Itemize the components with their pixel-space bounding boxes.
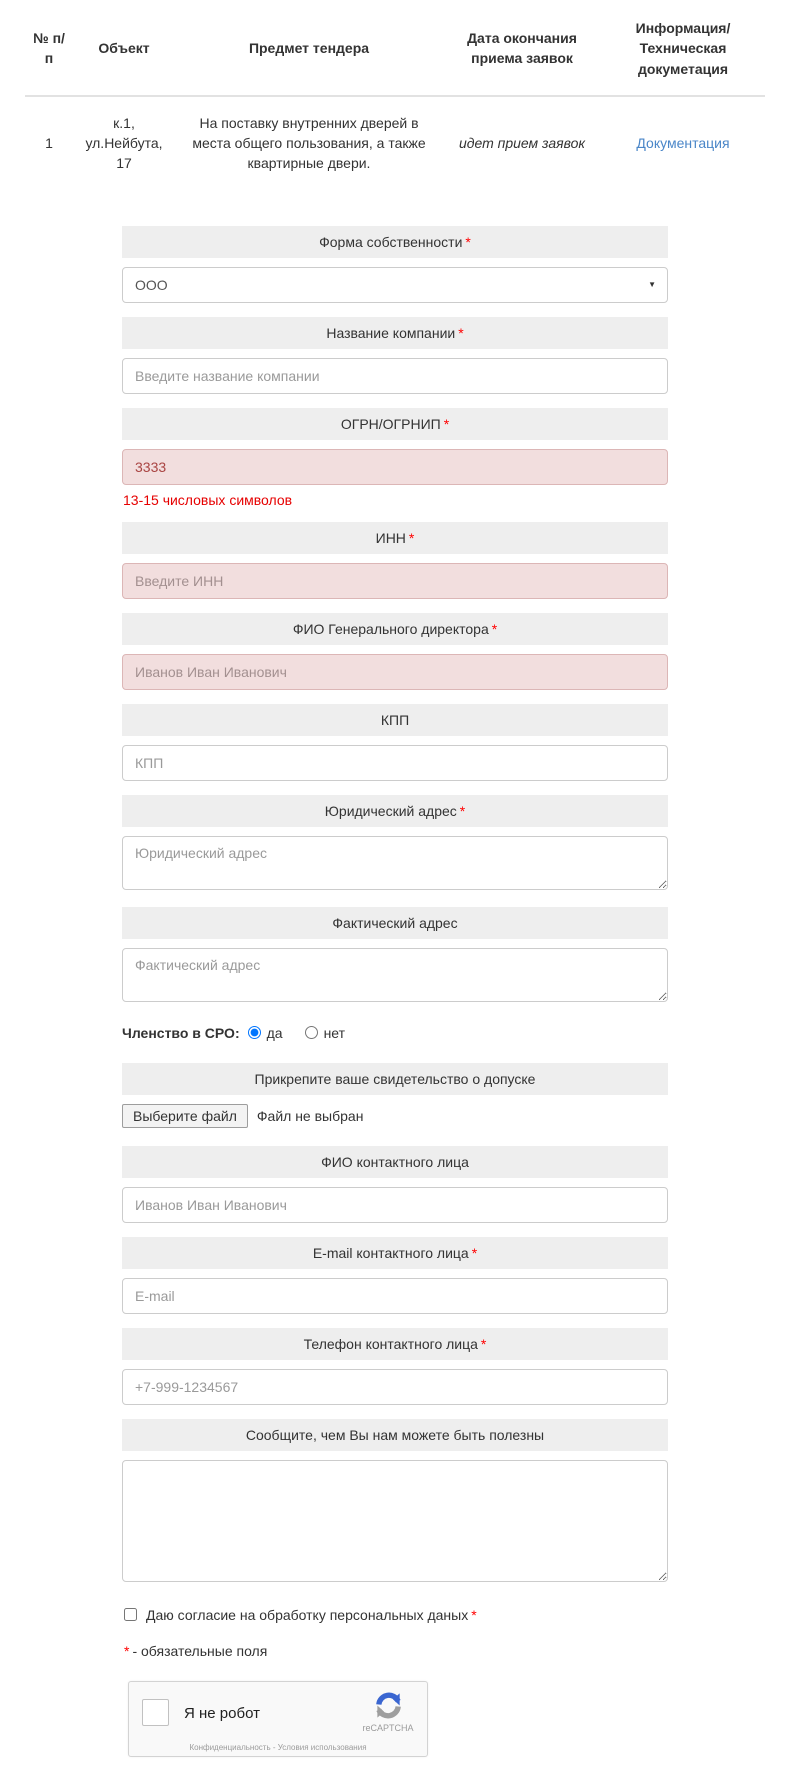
required-asterisk: * (465, 233, 471, 250)
header-number: № п/п (25, 8, 73, 96)
kpp-input[interactable] (122, 745, 668, 781)
consent-group[interactable] (124, 1607, 668, 1623)
choose-file-button[interactable]: Выберите файл (122, 1104, 248, 1128)
contact-email-input[interactable] (122, 1278, 668, 1314)
actual-address-textarea[interactable] (122, 948, 668, 1002)
contact-phone-group (122, 1328, 668, 1405)
required-asterisk: * (480, 1335, 487, 1352)
required-asterisk: * (124, 1642, 130, 1659)
kpp-group (122, 704, 668, 781)
inn-label-bar (122, 522, 668, 554)
required-asterisk: * (458, 324, 464, 341)
legal-address-label: Юридический адрес (324, 802, 457, 819)
recaptcha-brand-text: reCAPTCHA (362, 1722, 414, 1733)
contact-name-group (122, 1146, 668, 1223)
required-asterisk: * (443, 415, 450, 432)
recaptcha-links (129, 1743, 427, 1752)
required-fields-note (124, 1643, 668, 1659)
ownership-select[interactable] (122, 267, 668, 303)
kpp-label: КПП (380, 711, 410, 728)
contact-phone-label-bar (122, 1328, 668, 1360)
file-status-text: Файл не выбран (256, 1107, 364, 1124)
ogrn-group (122, 408, 668, 508)
inn-label: ИНН (375, 529, 406, 546)
legal-address-label-bar (122, 795, 668, 827)
required-asterisk: * (471, 1244, 478, 1261)
company-label: Название компании (326, 324, 456, 341)
company-input[interactable] (122, 358, 668, 394)
actual-address-label: Фактический адрес (332, 914, 458, 931)
sro-option-no-label: нет (323, 1024, 346, 1041)
required-asterisk: * (408, 529, 415, 546)
required-note-text: - обязательные поля (132, 1642, 268, 1659)
legal-address-textarea[interactable] (122, 836, 668, 890)
actual-address-label-bar (122, 907, 668, 939)
company-label-bar (122, 317, 668, 349)
contact-name-input[interactable] (122, 1187, 668, 1223)
header-subject: Предмет тендера (175, 8, 443, 96)
message-group (122, 1419, 668, 1585)
required-asterisk: * (459, 802, 466, 819)
recaptcha-terms-link[interactable]: Условия использования (277, 1742, 367, 1752)
certificate-group (122, 1063, 668, 1128)
header-object: Объект (73, 8, 175, 96)
recaptcha-label: Я не робот (184, 1704, 260, 1722)
recaptcha-widget (128, 1681, 428, 1757)
cell-subject: На поставку внутренних дверей в места общего пользования, а также квартирные двери. (192, 114, 426, 172)
contact-phone-label: Телефон контактного лица (303, 1335, 478, 1352)
contact-name-label-bar (122, 1146, 668, 1178)
legal-address-group (122, 795, 668, 893)
required-asterisk: * (491, 620, 498, 637)
sro-label: Членство в СРО: (122, 1024, 240, 1041)
kpp-label-bar (122, 704, 668, 736)
recaptcha-privacy-link[interactable]: Конфиденциальность (189, 1742, 271, 1752)
message-label: Сообщите, чем Вы нам можете быть полезны (245, 1426, 545, 1443)
ownership-select-wrap (122, 267, 668, 303)
certificate-label-bar (122, 1063, 668, 1095)
company-group (122, 317, 668, 394)
cell-object: к.1, ул.Нейбута, 17 (85, 114, 163, 172)
required-asterisk: * (471, 1606, 477, 1623)
contact-name-label: ФИО контактного лица (321, 1153, 469, 1170)
consent-checkbox[interactable] (124, 1608, 137, 1621)
tender-table-section (0, 0, 790, 188)
ownership-label: Форма собственности (319, 233, 463, 250)
cell-status (443, 96, 601, 188)
sro-option-no[interactable] (305, 1025, 345, 1041)
certificate-file-row (122, 1104, 668, 1128)
director-input[interactable] (122, 654, 668, 690)
tender-table (25, 8, 765, 188)
ogrn-label-bar (122, 408, 668, 440)
cell-number: 1 (45, 135, 53, 152)
sro-membership-group (122, 1025, 668, 1041)
tender-application-form (122, 226, 668, 1757)
certificate-label: Прикрепите ваше свидетельство о допуске (254, 1070, 536, 1087)
header-deadline: Дата окончания приема заявок (443, 8, 601, 96)
sro-radio-da[interactable] (248, 1026, 261, 1039)
status-text: идет прием заявок (458, 135, 586, 152)
inn-group (122, 522, 668, 599)
message-label-bar (122, 1419, 668, 1451)
ogrn-input[interactable] (122, 449, 668, 485)
recaptcha-links-separator: - (270, 1742, 278, 1752)
sro-option-yes[interactable] (248, 1025, 283, 1041)
table-row (25, 96, 765, 188)
documentation-link[interactable]: Документация (636, 135, 730, 152)
ownership-label-bar (122, 226, 668, 258)
recaptcha-logo (357, 1690, 419, 1733)
table-header-row (25, 8, 765, 96)
sro-radio-net[interactable] (305, 1026, 318, 1039)
director-group (122, 613, 668, 690)
ogrn-error-message: 13-15 числовых символов (123, 491, 293, 508)
sro-option-yes-label: да (266, 1024, 283, 1041)
recaptcha-arrows-icon (373, 1690, 404, 1721)
ogrn-label: ОГРН/ОГРНИП (340, 415, 441, 432)
director-label-bar (122, 613, 668, 645)
consent-label: Даю согласие на обработку персональных даных (146, 1606, 469, 1623)
cell-doc (601, 96, 765, 188)
actual-address-group (122, 907, 668, 1005)
header-info: Информация/ Техническая докуметация (601, 8, 765, 96)
inn-input[interactable] (122, 563, 668, 599)
contact-email-label-bar (122, 1237, 668, 1269)
contact-phone-input[interactable] (122, 1369, 668, 1405)
message-textarea[interactable] (122, 1460, 668, 1582)
contact-email-group (122, 1237, 668, 1314)
director-label: ФИО Генерального директора (292, 620, 489, 637)
ownership-group (122, 226, 668, 303)
recaptcha-checkbox[interactable] (142, 1699, 169, 1726)
contact-email-label: E-mail контактного лица (312, 1244, 469, 1261)
